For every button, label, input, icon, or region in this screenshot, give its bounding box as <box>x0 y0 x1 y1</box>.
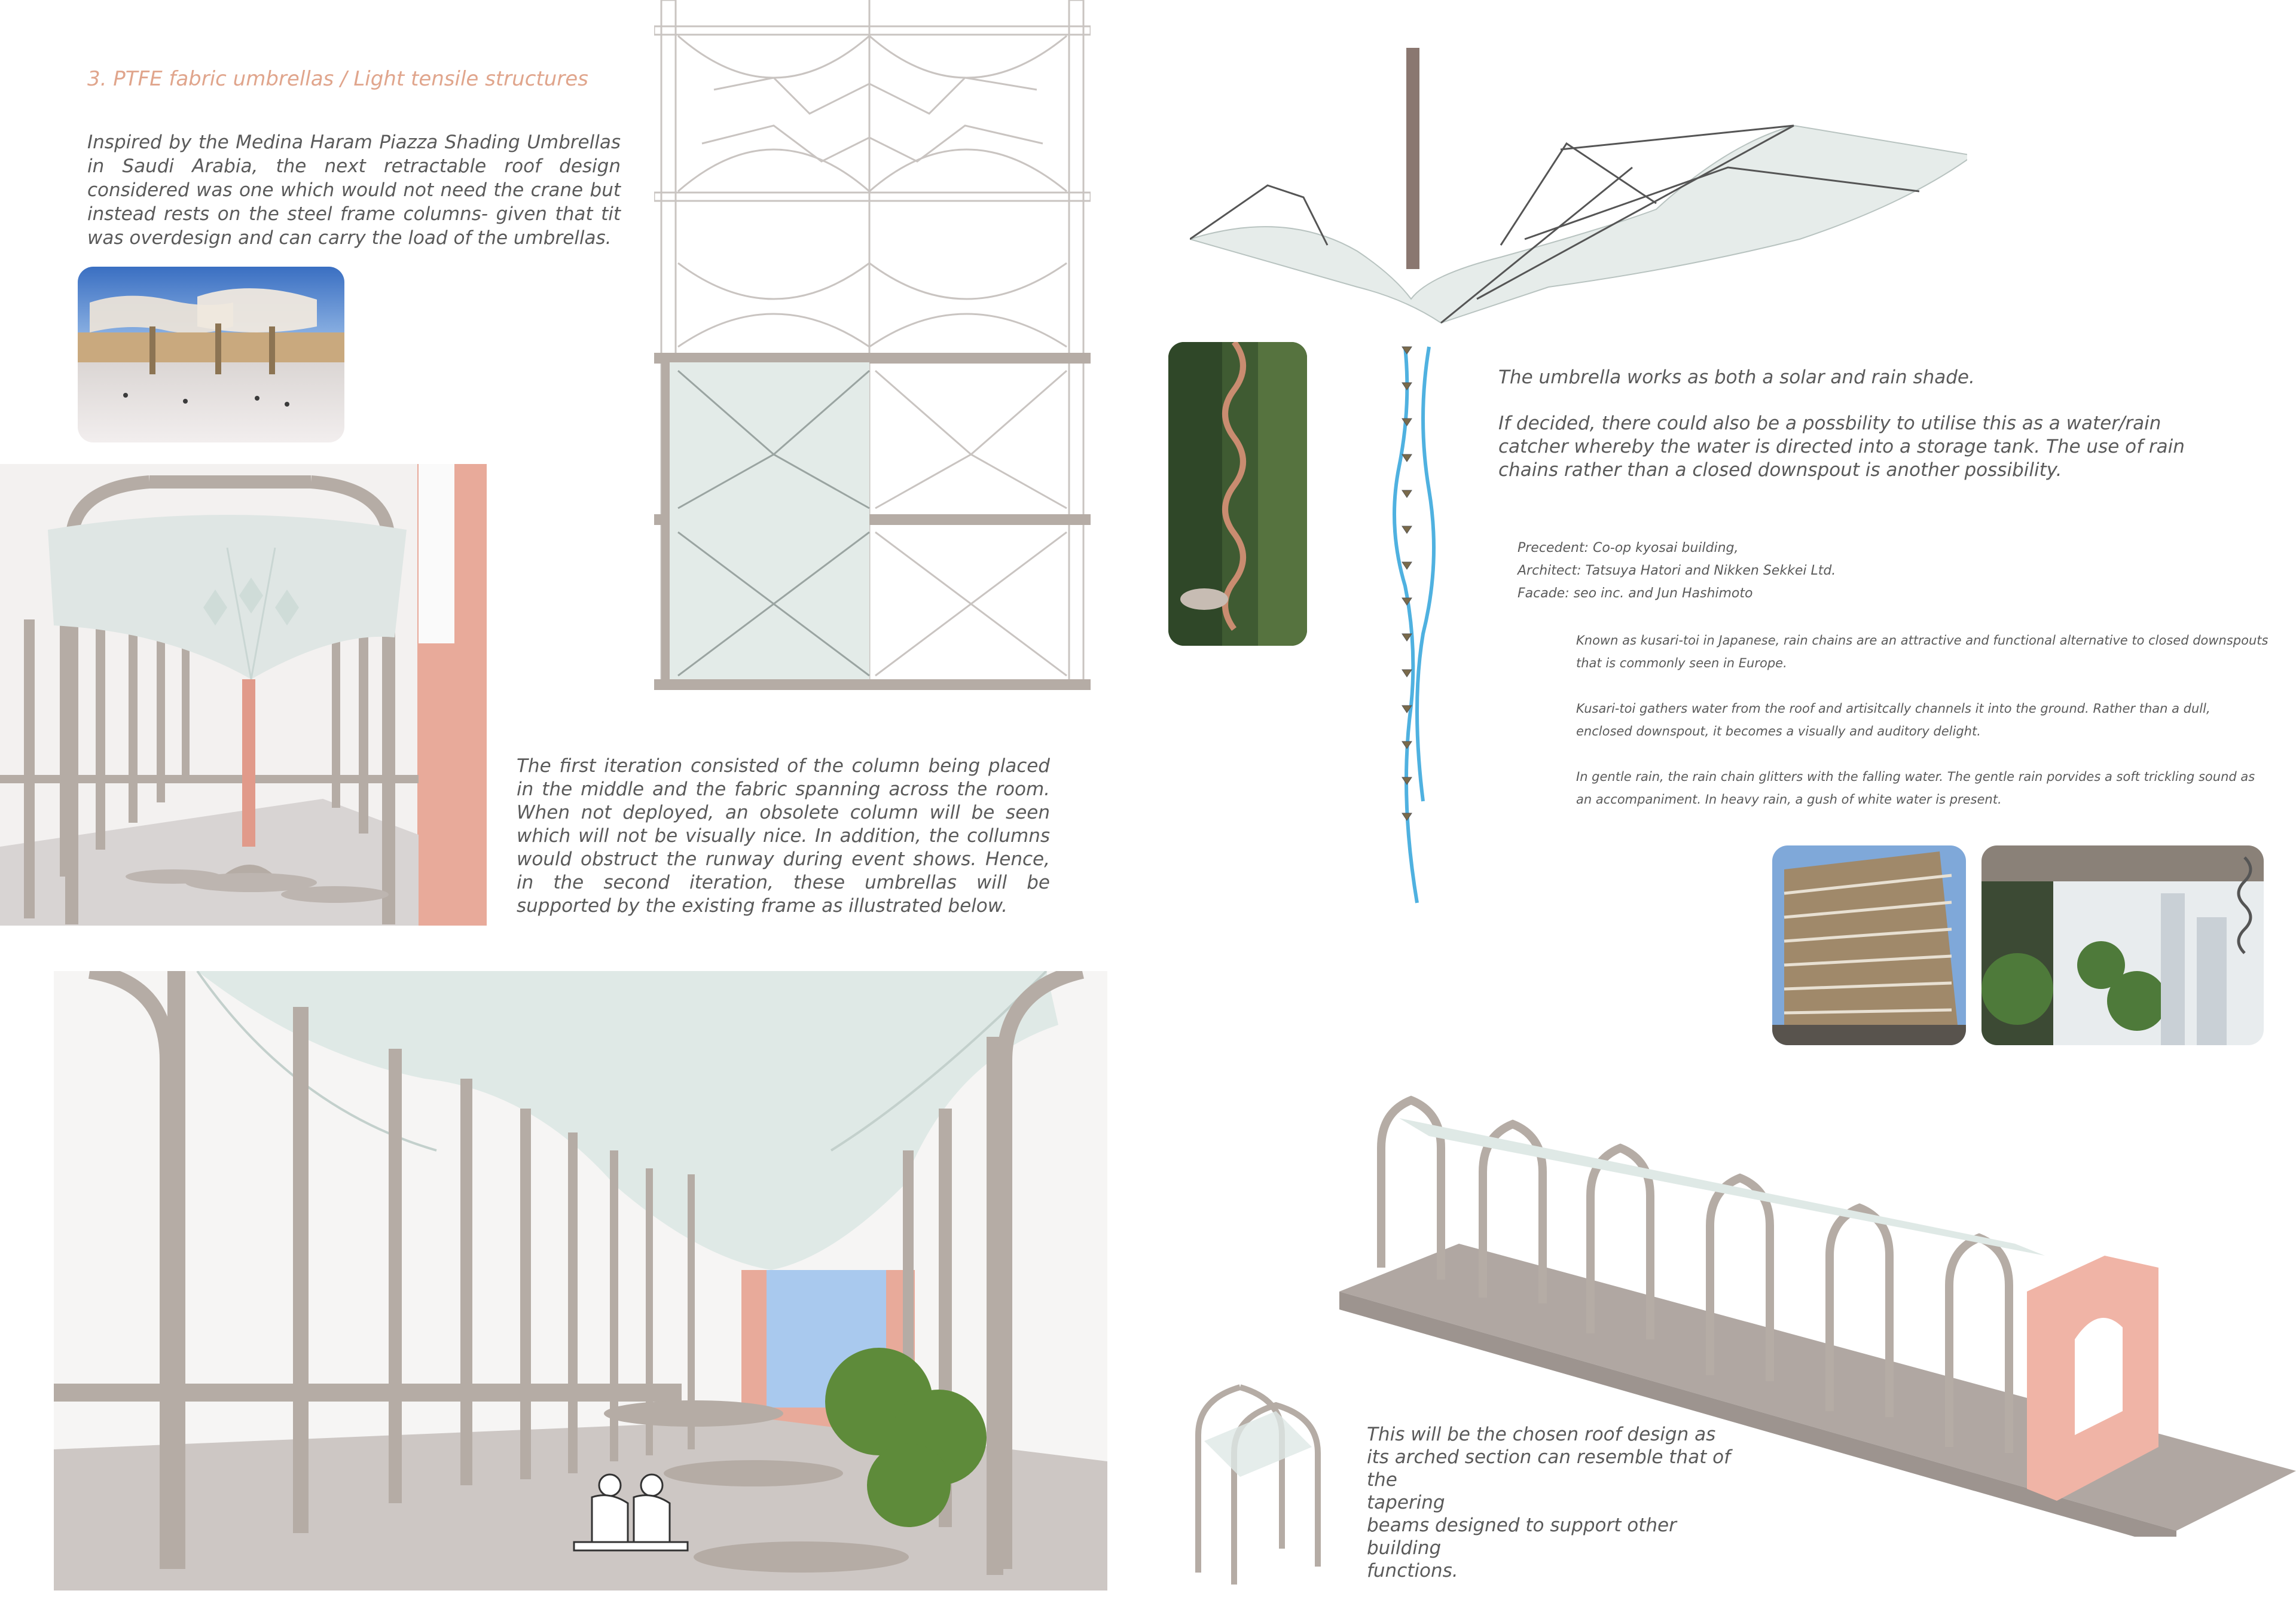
facade-line: Facade: seo inc. and Jun Hashimoto <box>1518 586 1753 601</box>
chosen-line-5: functions. <box>1367 1560 1458 1582</box>
intro-paragraph: Inspired by the Medina Haram Piazza Shading Umbrellas in Saudi Arabia, the next retractable roof design considered was one which would not need the crane but instead rests on the steel frame columns- given that tit was overdesign and can carry the load of the umbrellas. <box>87 132 621 249</box>
kusari-paragraph-2: Kusari-toi gathers water from the roof and artisitcally channels it into the ground. Rather than a dull, enclosed downspout, it becomes a visually and auditory delight. <box>1576 701 2210 738</box>
first-iteration-paragraph: The first iteration consisted of the column being placed in the middle and the fabric spanning across the room. When not deployed, an obsolete column will be seen which will not be visually nice. In addition, the collumns would obstruct the runway during event shows. Hence, in the second iteration, these umbrellas will be supported by the existing frame as illustrated below. <box>517 755 1050 917</box>
chosen-line-2: its arched section can resemble that of the <box>1367 1446 1730 1491</box>
chosen-line-1: This will be the chosen roof design as <box>1367 1424 1716 1445</box>
kusari-paragraph-1: Known as kusari-toi in Japanese, rain chains are an attractive and functional alternative to closed downspouts that is commonly seen in Europe. <box>1576 633 2268 670</box>
rain-chain-photo-icon <box>1168 342 1307 646</box>
green-facade-photo-icon <box>1981 845 2264 1045</box>
chosen-line-4: beams designed to support other building <box>1367 1515 1677 1559</box>
chosen-line-3: tapering <box>1367 1492 1445 1513</box>
first-iteration-render <box>0 464 487 926</box>
kyosai-building-photo-icon <box>1772 845 1966 1045</box>
second-iteration-render <box>54 971 1107 1590</box>
precedent-line: Precedent: Co-op kyosai building, <box>1518 541 1739 555</box>
arched-section-sketch <box>1192 1369 1342 1585</box>
chosen-roof-isometric-model <box>1339 1076 2296 1537</box>
medina-umbrellas-photo-icon <box>78 267 344 442</box>
section-title: 3. PTFE fabric umbrellas / Light tensile structures <box>87 67 588 91</box>
kusari-paragraph-3: In gentle rain, the rain chain glitters with the falling water. The gentle rain porvides a soft trickling sound as an accompaniment. In heavy rain, a gush of white water is present. <box>1576 770 2255 807</box>
umbrella-line-1: The umbrella works as both a solar and rain shade. <box>1498 367 1975 388</box>
umbrella-line-2: If decided, there could also be a possbility to utilise this as a water/rain catcher whereby the water is directed into a storage tank. The use of rain chains rather than a closed downspout is another possibility. <box>1498 413 2185 481</box>
umbrella-plan-drawing <box>654 0 1091 694</box>
architect-line: Architect: Tatsuya Hatori and Nikken Sekkei Ltd. <box>1518 563 1836 578</box>
